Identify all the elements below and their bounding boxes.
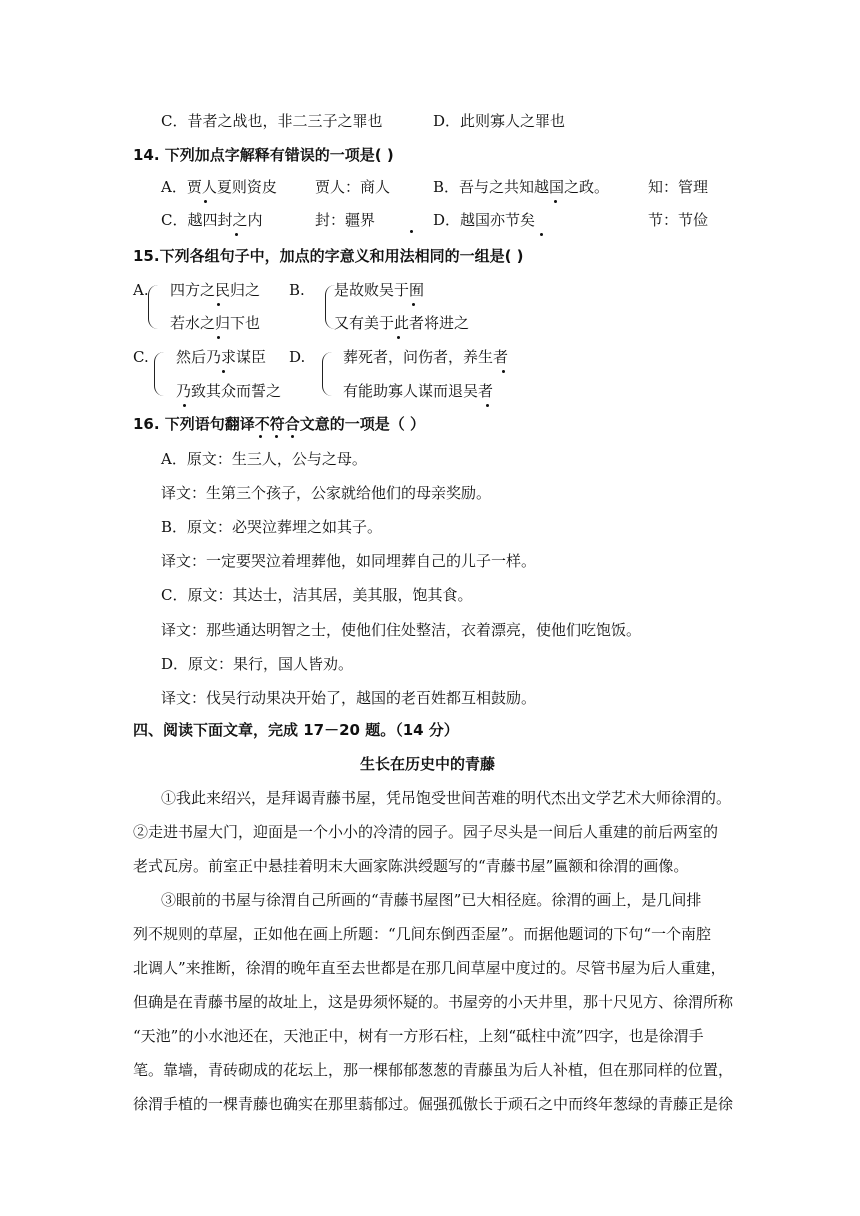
left-brace (322, 352, 333, 396)
emphasis-dot (235, 233, 238, 236)
q15-a-sentence-1: 四方之民归之 (170, 281, 261, 299)
q15-d-sentence-1: 葬死者，问伤者，养生者 (343, 348, 509, 366)
article-line: 徐渭手植的一棵青藤也确实在那里蓊郁过。倔强孤傲长于顽石之中而终年葱绿的青藤正是徐 (133, 1095, 734, 1113)
emphasis-dot (554, 200, 557, 203)
emphasis-dot (183, 404, 186, 407)
q14-option-c: C．越四封之内 (161, 211, 263, 229)
q14-option-d-gloss: 节：节俭 (648, 211, 709, 229)
article-line: 笔。靠墙，青砖砌成的花坛上，那一棵郁郁葱葱的青藤虽为后人补植，但在那同样的位置， (133, 1061, 734, 1079)
emphasis-dot (275, 435, 278, 438)
q13-option-c: C．昔者之战也，非二三子之罪也 (161, 112, 383, 130)
left-brace (154, 352, 165, 396)
emphasis-dot (412, 303, 415, 306)
emphasis-dot (259, 435, 262, 438)
article-line: 列不规则的草屋，正如他在画上所题：“几间东倒西歪屋”。而据他题词的下句“一个南腔 (133, 925, 712, 943)
q15-d-label: D. (289, 348, 306, 366)
q16-stem: 16. 下列语句翻译不符合文意的一项是（ ） (133, 415, 426, 433)
emphasis-dot (486, 404, 489, 407)
article-line: ①我此来绍兴，是拜谒青藤书屋，凭吊饱受世间苦难的明代杰出文学艺术大师徐渭的。 (161, 789, 732, 807)
q16-d-translation: 译文：伐吴行动果决开始了，越国的老百姓都互相鼓励。 (161, 689, 537, 707)
emphasis-dot (222, 370, 225, 373)
q15-stem: 15.下列各组句子中，加点的字意义和用法相同的一组是( ) (133, 247, 524, 265)
q14-option-c-gloss: 封：疆界 (315, 211, 376, 229)
article-title: 生长在历史中的青藤 (360, 755, 496, 773)
q16-c-translation: 译文：那些通达明智之士，使他们住处整洁，衣着漂亮，使他们吃饱饭。 (161, 621, 642, 639)
q14-option-a: A．贾人夏则资皮 (161, 178, 277, 196)
emphasis-dot (410, 230, 413, 233)
article-line: 老式瓦房。前室正中悬挂着明末大画家陈洪绶题写的“青藤书屋”匾额和徐渭的画像。 (133, 857, 689, 875)
section-heading: 四、阅读下面文章，完成 17－20 题。（14 分） (133, 721, 459, 739)
q15-b-sentence-1: 是故败吴于囿 (334, 281, 425, 299)
emphasis-dot (217, 303, 220, 306)
q14-option-b: B．吾与之共知越国之政。 (433, 178, 610, 196)
q16-a-original: A．原文：生三人，公与之母。 (161, 450, 367, 468)
q14-option-b-gloss: 知：管理 (648, 178, 709, 196)
emphasis-dot (204, 200, 207, 203)
q16-d-original: D．原文：果行，国人皆劝。 (161, 655, 354, 673)
q15-b-label: B. (289, 281, 305, 299)
q15-d-sentence-2: 有能助寡人谋而退吴者 (343, 382, 494, 400)
emphasis-dot (217, 336, 220, 339)
q16-a-translation: 译文：生第三个孩子，公家就给他们的母亲奖励。 (161, 484, 492, 502)
q14-option-a-gloss: 贾人：商人 (315, 178, 391, 196)
emphasis-dot (397, 336, 400, 339)
article-line: ③眼前的书屋与徐渭自己所画的“青藤书屋图”已大相径庭。徐渭的画上，是几间排 (161, 891, 702, 909)
q15-a-label: A. (133, 281, 149, 299)
q15-c-sentence-1: 然后乃求谋臣 (176, 348, 267, 366)
emphasis-dot (291, 435, 294, 438)
q15-c-sentence-2: 乃致其众而誓之 (176, 382, 282, 400)
emphasis-dot (540, 233, 543, 236)
left-brace (148, 285, 159, 329)
q15-b-sentence-2: 又有美于此者将进之 (334, 314, 470, 332)
q15-a-sentence-2: 若水之归下也 (170, 314, 261, 332)
article-line: 北调人”来推断，徐渭的晚年直至去世都是在那几间草屋中度过的。尽管书屋为后人重建， (133, 959, 726, 977)
article-line: ②走进书屋大门，迎面是一个小小的冷清的园子。园子尽头是一间后人重建的前后两室的 (133, 823, 719, 841)
q16-b-original: B．原文：必哭泣葬埋之如其子。 (161, 518, 383, 536)
q13-option-d: D．此则寡人之罪也 (433, 112, 566, 130)
article-line: “天池”的小水池还在，天池正中，树有一方形石柱，上刻“砥柱中流”四字，也是徐渭手 (133, 1027, 704, 1045)
q16-c-original: C．原文：其达士，洁其居，美其服，饱其食。 (161, 586, 473, 604)
q14-option-d: D．越国亦节矣 (433, 211, 536, 229)
q14-stem: 14. 下列加点字解释有错误的一项是( ) (133, 146, 394, 164)
emphasis-dot (502, 370, 505, 373)
q16-b-translation: 译文：一定要哭泣着埋葬他，如同埋葬自己的儿子一样。 (161, 552, 537, 570)
q15-c-label: C. (133, 348, 149, 366)
article-line: 但确是在青藤书屋的故址上，这是毋须怀疑的。书屋旁的小天井里，那十尺见方、徐渭所称 (133, 993, 734, 1011)
